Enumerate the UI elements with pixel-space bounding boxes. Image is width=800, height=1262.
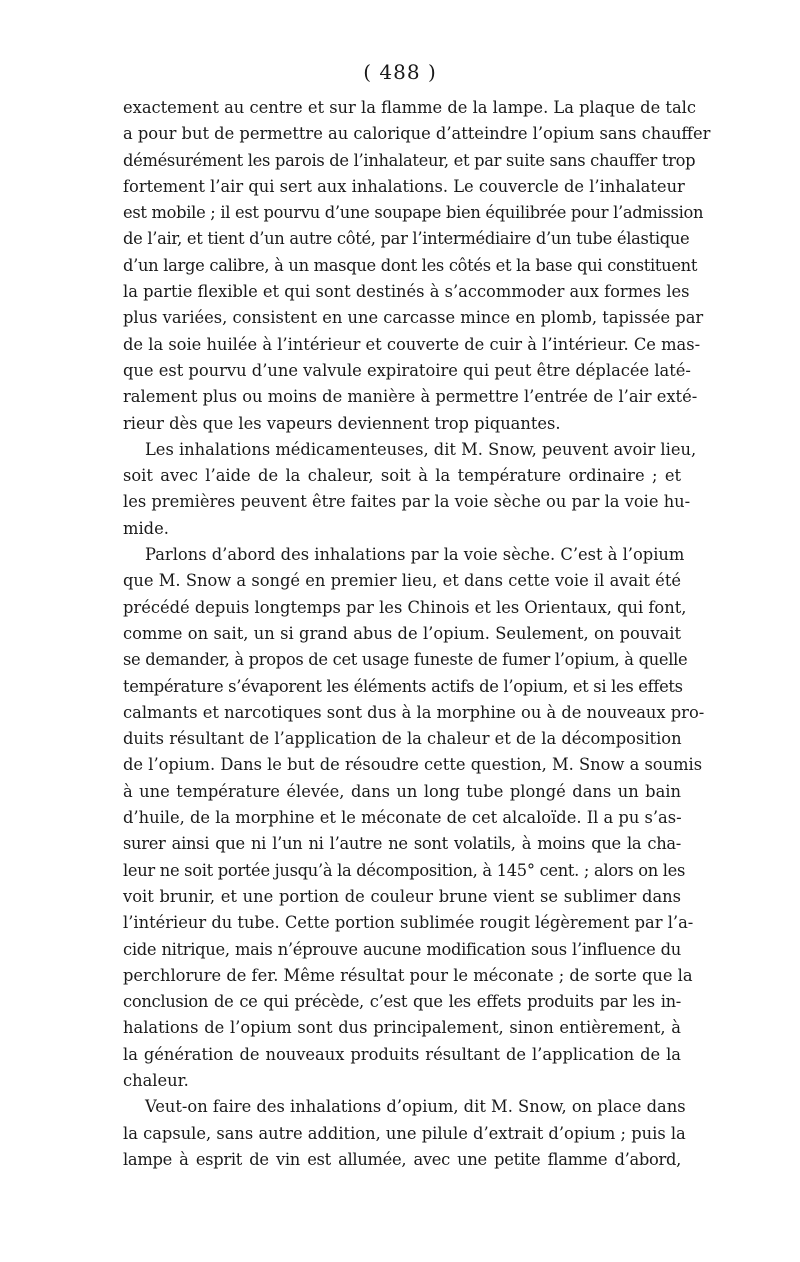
- text-line: plus variées, consistent en une carcasse mince en plomb, tapissée par: [123, 308, 704, 328]
- text-line: perchlorure de fer. Même résultat pour le méconate ; de sorte que la: [123, 965, 693, 985]
- text-line: démésurément les parois de l’inhalateur, et par suite sans chauffer trop: [123, 150, 696, 170]
- text-line: a pour but de permettre au calorique d’atteindre l’opium sans chauffer: [123, 124, 711, 144]
- text-line: fortement l’air qui sert aux inhalations. Le couvercle de l’inhalateur: [123, 176, 685, 196]
- text-line: calmants et narcotiques sont dus à la morphine ou à de nouveaux pro-: [123, 702, 705, 722]
- text-line: se demander, à propos de cet usage funeste de fumer l’opium, à quelle: [123, 650, 688, 670]
- text-line: soit avec l’aide de la chaleur, soit à la température ordinaire ; et: [123, 466, 681, 486]
- body-text: [123, 95, 711, 1173]
- paragraph-1: [123, 95, 711, 437]
- text-line: ralement plus ou moins de manière à permettre l’entrée de l’air exté-: [123, 387, 698, 407]
- text-line: voit brunir, et une portion de couleur brune vient se sublimer dans: [123, 886, 681, 906]
- text-line: l’intérieur du tube. Cette portion sublimée rougit légèrement par l’a-: [123, 913, 694, 933]
- text-line: leur ne soit portée jusqu’à la décomposition, à 145° cent. ; alors on les: [123, 860, 686, 880]
- text-line: d’huile, de la morphine et le méconate de cet alcaloïde. Il a pu s’as-: [123, 808, 682, 828]
- text-line: la capsule, sans autre addition, une pilule d’extrait d’opium ; puis la: [123, 1123, 686, 1143]
- text-line: mide.: [123, 518, 169, 538]
- text-line: chaleur.: [123, 1070, 189, 1090]
- text-line: d’un large calibre, à un masque dont les côtés et la base qui constituent: [123, 255, 698, 275]
- text-line: que M. Snow a songé en premier lieu, et dans cette voie il avait été: [123, 571, 681, 591]
- text-line: à une température élevée, dans un long tube plongé dans un bain: [123, 781, 681, 801]
- paragraph-3: [123, 542, 705, 1094]
- text-line: conclusion de ce qui précède, c’est que les effets produits par les in-: [123, 992, 681, 1012]
- text-line: Veut-on faire des inhalations d’opium, dit M. Snow, on place dans: [145, 1097, 686, 1117]
- page-number: ( 488 ): [363, 60, 437, 84]
- text-line: Parlons d’abord des inhalations par la voie sèche. C’est à l’opium: [145, 545, 685, 565]
- text-line: que est pourvu d’une valvule expiratoire qui peut être déplacée laté-: [123, 360, 691, 380]
- text-line: est mobile ; il est pourvu d’une soupape bien équilibrée pour l’admission: [123, 203, 704, 223]
- text-line: la génération de nouveaux produits résultant de l’application de la: [123, 1044, 681, 1064]
- text-line: de la soie huilée à l’intérieur et couverte de cuir à l’intérieur. Ce mas-: [123, 334, 701, 354]
- text-line: rieur dès que les vapeurs deviennent trop piquantes.: [123, 413, 561, 433]
- text-line: cide nitrique, mais n’éprouve aucune modification sous l’influence du: [123, 939, 681, 959]
- text-line: Les inhalations médicamenteuses, dit M. Snow, peuvent avoir lieu,: [145, 439, 697, 459]
- text-line: de l’opium. Dans le but de résoudre cette question, M. Snow a soumis: [123, 755, 703, 775]
- text-line: surer ainsi que ni l’un ni l’autre ne sont volatils, à moins que la cha-: [123, 834, 681, 854]
- text-line: les premières peuvent être faites par la voie sèche ou par la voie hu-: [123, 492, 691, 512]
- paragraph-2: [123, 437, 697, 542]
- paragraph-4: [123, 1094, 686, 1173]
- text-line: température s’évaporent les éléments actifs de l’opium, et si les effets: [123, 676, 683, 696]
- text-line: comme on sait, un si grand abus de l’opium. Seulement, on pouvait: [123, 623, 681, 643]
- text-line: la partie flexible et qui sont destinés à s’accommoder aux formes les: [123, 282, 690, 302]
- text-line: exactement au centre et sur la flamme de la lampe. La plaque de talc: [123, 98, 696, 117]
- text-line: lampe à esprit de vin est allumée, avec une petite flamme d’abord,: [123, 1149, 681, 1169]
- text-line: de l’air, et tient d’un autre côté, par l’intermédiaire d’un tube élastique: [123, 229, 690, 249]
- text-line: halations de l’opium sont dus principalement, sinon entièrement, à: [123, 1018, 681, 1038]
- text-line: duits résultant de l’application de la chaleur et de la décomposition: [123, 729, 682, 749]
- text-line: précédé depuis longtemps par les Chinois et les Orientaux, qui font,: [123, 597, 687, 617]
